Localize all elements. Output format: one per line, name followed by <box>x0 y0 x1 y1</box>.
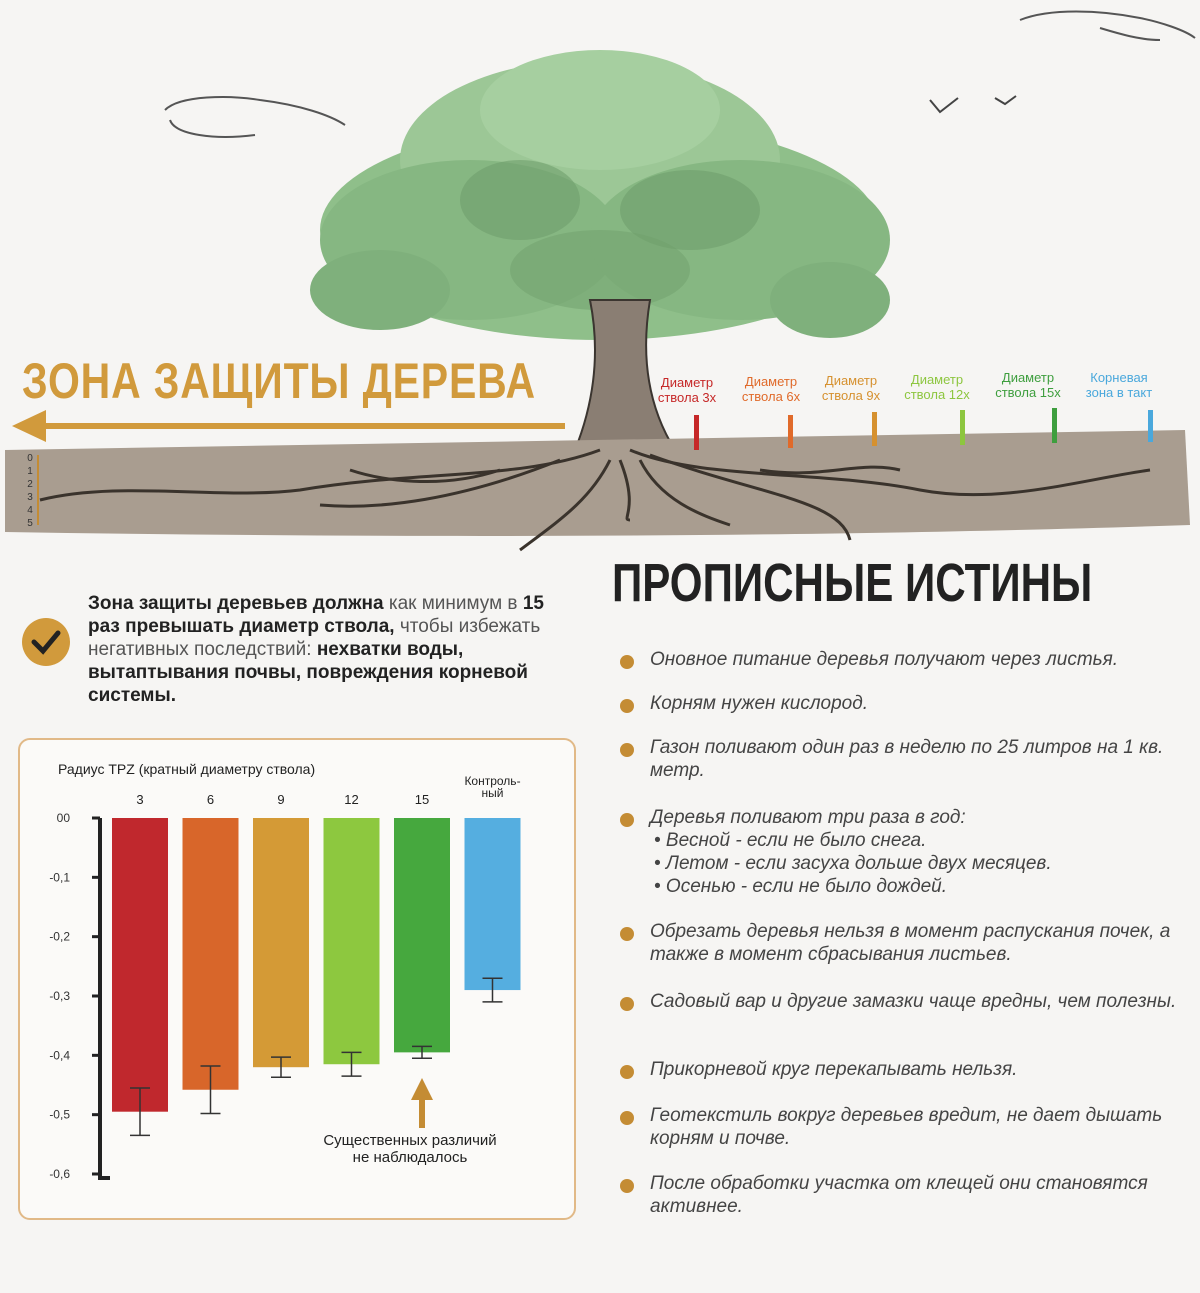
bar <box>324 818 380 1064</box>
tpz-bar-chart <box>20 740 574 1218</box>
list-item-text: Прикорневой круг перекапывать нельзя. <box>650 1059 1018 1080</box>
bullet-icon <box>620 1065 634 1079</box>
list-item-text: После обработки участка от клещей они становятся активнее. <box>650 1173 1148 1217</box>
depth-label: 3 <box>27 492 33 503</box>
list-item <box>620 692 1180 715</box>
bar <box>394 818 450 1052</box>
bar <box>112 818 168 1112</box>
tpz-chart-box <box>18 738 576 1220</box>
annotation-arrow-shaft <box>419 1096 425 1128</box>
marker-stick-12x <box>960 410 965 445</box>
intro-bold-1: Зона защиты деревьев должна <box>88 593 384 614</box>
list-item-text: Геотекстиль вокруг деревьев вредит, не дает дышать корням и почве. <box>650 1105 1163 1149</box>
x-category-label: ный <box>481 786 504 800</box>
sub-item: • Весной - если не было снега. <box>654 830 927 851</box>
y-tick-label: -0,3 <box>49 989 70 1003</box>
depth-label: 5 <box>27 518 33 529</box>
cloud-sketch-right <box>1020 12 1195 41</box>
tree-illustration <box>0 0 1200 560</box>
bullet-icon <box>620 997 634 1011</box>
sub-item: • Летом - если засуха дольше двух месяцев. <box>654 853 1052 874</box>
bullet-icon <box>620 1111 634 1125</box>
bullet-icon <box>620 699 634 713</box>
annotation-arrow-icon <box>411 1078 433 1100</box>
cloud-sketch-left <box>165 97 345 137</box>
x-category-label: 3 <box>136 792 144 807</box>
chart-title: Радиус TPZ (кратный диаметру ствола) <box>58 761 316 777</box>
bullet-icon <box>620 1179 634 1193</box>
y-tick-label: -0,4 <box>49 1048 70 1063</box>
zone-arrow <box>12 410 565 442</box>
marker-stick-6x <box>788 415 793 448</box>
x-category-label: 12 <box>344 792 359 807</box>
check-icon <box>22 618 70 666</box>
list-item-text: Садовый вар и другие замазки чаще вредны, чем полезны. <box>650 991 1177 1012</box>
marker-stick-9x <box>872 412 877 446</box>
marker-label-root-zone: Корневая зона в такт <box>1085 370 1153 400</box>
intro-normal-2: чтобы избежать негативных последствий: <box>88 616 541 660</box>
bullet-icon <box>620 813 634 827</box>
marker-label-6x: Диаметр ствола 6х <box>741 374 801 404</box>
list-item-text: Оновное питание деревья получают через листья. <box>650 649 1119 670</box>
sub-item: • Осенью - если не было дождей. <box>654 876 947 897</box>
x-category-label: 15 <box>414 792 430 807</box>
intro-normal-1: как минимум в <box>383 593 523 614</box>
chart-annotation: Существенных различий <box>323 1132 497 1149</box>
birds-icon <box>930 96 1016 112</box>
marker-label-3x: Диаметр ствола 3х <box>657 375 717 405</box>
depth-label: 0 <box>27 453 33 464</box>
marker-stick-root <box>1148 410 1153 442</box>
zone-title: ЗОНА ЗАЩИТЫ ДЕРЕВА <box>22 353 536 409</box>
chart-annotation: не наблюдалось <box>352 1149 468 1166</box>
list-item-text: Деревья поливают три раза в год: <box>650 807 966 828</box>
bar <box>253 818 309 1067</box>
bullet-icon <box>620 927 634 941</box>
depth-label: 1 <box>27 466 33 477</box>
tree-canopy <box>310 50 890 340</box>
x-category-label: 9 <box>277 792 285 807</box>
x-category-label: 6 <box>206 792 215 807</box>
list-item-text: Обрезать деревья нельзя в момент распускания почек, а также в момент сбрасывания листьев. <box>650 921 1171 965</box>
marker-label-9x: Диаметр ствола 9х <box>821 373 881 403</box>
list-item <box>620 648 1180 671</box>
y-tick-label: -0,5 <box>49 1107 70 1122</box>
intro-bold-2: 15 раз превышать диаметр ствола, <box>88 593 544 637</box>
marker-label-15x: Диаметр ствола 15х <box>995 370 1061 400</box>
x-category-label: Контроль- <box>464 774 521 788</box>
intro-bold-3: нехватки воды, вытаптывания почвы, повреждения корневой системы. <box>88 639 528 706</box>
intro-text <box>88 592 568 707</box>
y-tick-label: -0,6 <box>49 1167 70 1181</box>
list-item-text: Газон поливают один раз в неделю по 25 литров на 1 кв. метр. <box>650 737 1164 781</box>
y-tick-label: 00 <box>56 811 70 825</box>
list-item <box>620 990 1180 1013</box>
marker-stick-15x <box>1052 408 1057 443</box>
bullet-icon <box>620 743 634 757</box>
y-tick-label: -0,2 <box>49 929 70 944</box>
list-item <box>620 806 1180 898</box>
bar <box>465 818 521 990</box>
list-item <box>620 1172 1180 1218</box>
list-item <box>620 1104 1180 1150</box>
marker-label-12x: Диаметр ствола 12х <box>904 372 970 402</box>
marker-stick-3x <box>694 415 699 450</box>
list-item <box>620 920 1180 966</box>
list-item <box>620 1058 1180 1081</box>
depth-label: 2 <box>27 479 33 490</box>
depth-label: 4 <box>27 505 33 516</box>
list-item-text: Корням нужен кислород. <box>650 693 869 714</box>
bar <box>183 818 239 1090</box>
list-item <box>620 736 1180 782</box>
bullet-icon <box>620 655 634 669</box>
truths-title: ПРОПИСНЫЕ ИСТИНЫ <box>612 553 1093 613</box>
y-tick-label: -0,1 <box>49 870 70 885</box>
